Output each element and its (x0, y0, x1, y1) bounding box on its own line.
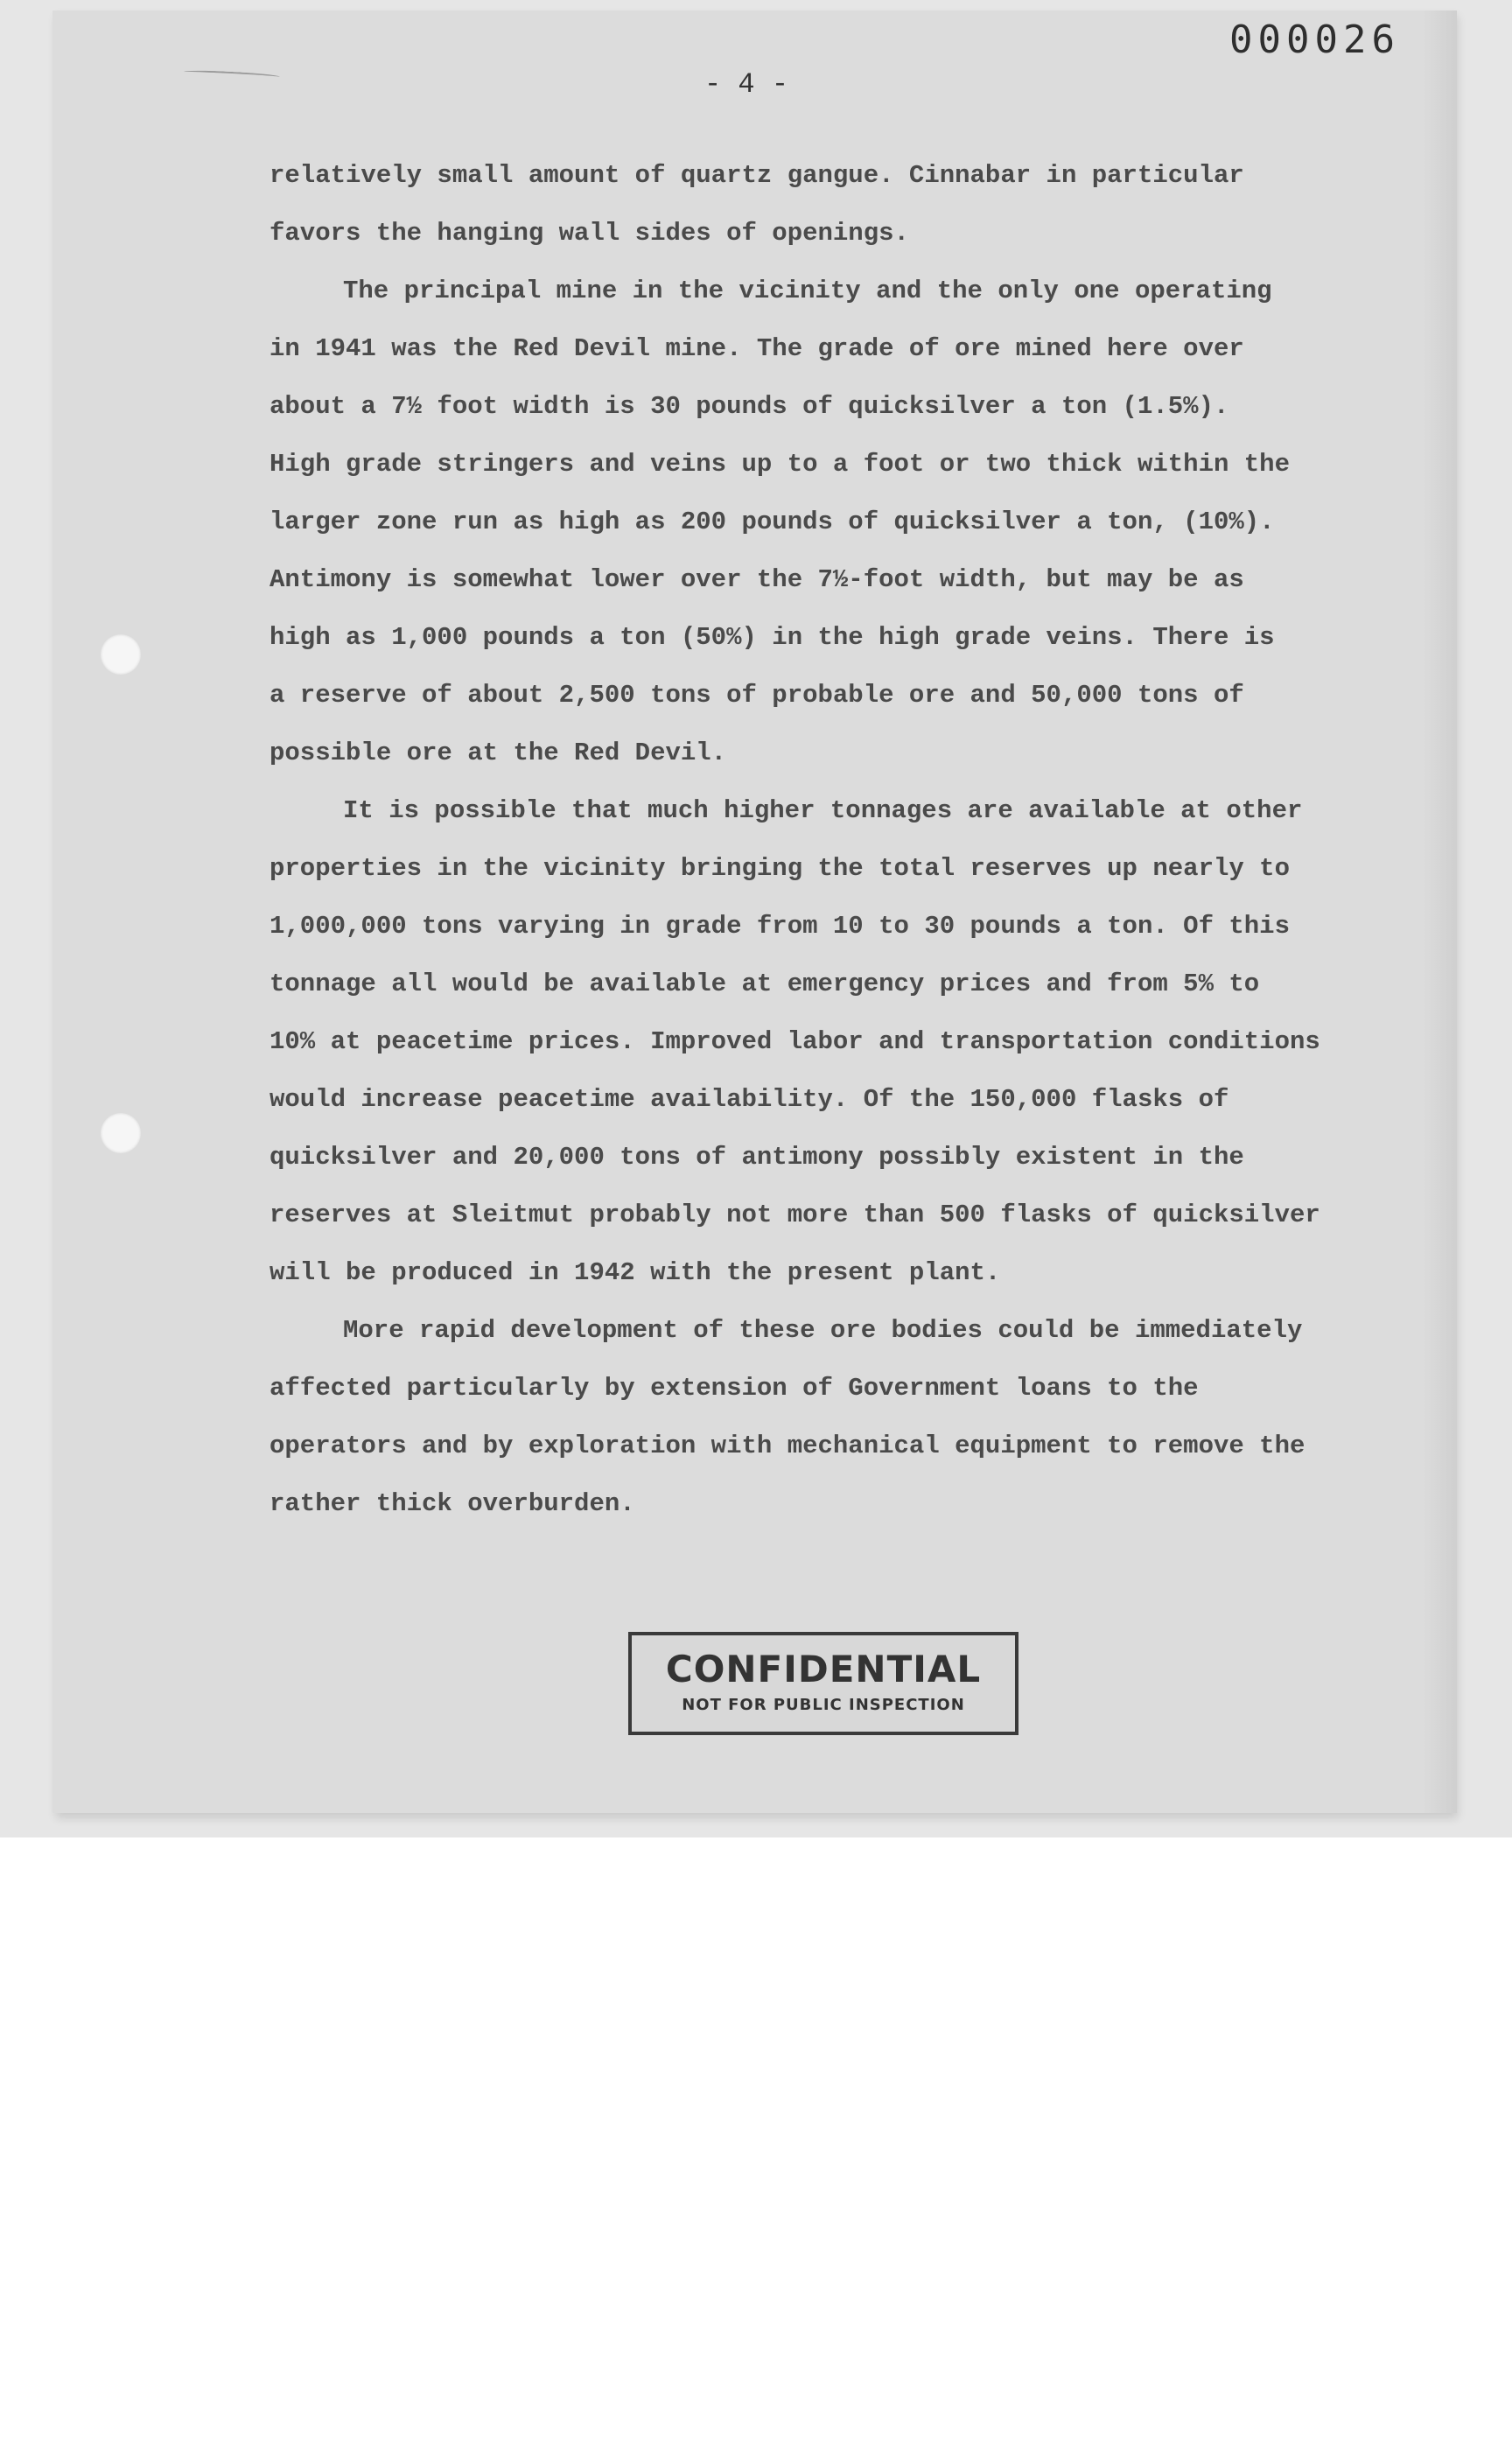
text-line: favors the hanging wall sides of openings. (270, 219, 909, 248)
punch-hole-icon (101, 1113, 141, 1153)
text-line: It is possible that much higher tonnages are available at other (343, 796, 1303, 825)
confidential-stamp (628, 1632, 1018, 1735)
document-number: 000026 (1229, 18, 1400, 62)
text-line: high as 1,000 pounds a ton (50%) in the high grade veins. There is (270, 623, 1275, 652)
paper-edge (1422, 10, 1457, 1813)
stamp-subtitle: NOT FOR PUBLIC INSPECTION (682, 1696, 965, 1714)
text-line: More rapid development of these ore bodies could be immediately (343, 1316, 1303, 1345)
text-line: properties in the vicinity bringing the total reserves up nearly to (270, 854, 1290, 883)
body-text (270, 147, 1320, 1533)
page-number: - 4 - (704, 68, 789, 101)
text-line: in 1941 was the Red Devil mine. The grade of ore mined here over (270, 334, 1244, 363)
text-line: 1,000,000 tons varying in grade from 10 to 30 pounds a ton. Of this (270, 912, 1290, 941)
stamp-title: CONFIDENTIAL (665, 1648, 982, 1690)
text-line: possible ore at the Red Devil. (270, 738, 727, 767)
text-line: relatively small amount of quartz gangue. Cinnabar in particular (270, 161, 1244, 190)
text-line: The principal mine in the vicinity and the only one operating (343, 276, 1272, 305)
text-line: would increase peacetime availability. Of the 150,000 flasks of (270, 1085, 1229, 1114)
text-line: will be produced in 1942 with the present plant. (270, 1258, 1001, 1287)
text-line: 10% at peacetime prices. Improved labor and transportation conditions (270, 1027, 1320, 1056)
text-line: High grade stringers and veins up to a foot or two thick within the (270, 450, 1290, 479)
punch-hole-icon (101, 634, 141, 675)
text-line: rather thick overburden. (270, 1489, 635, 1518)
text-line: affected particularly by extension of Government loans to the (270, 1374, 1199, 1403)
text-line: Antimony is somewhat lower over the 7½-foot width, but may be as (270, 565, 1244, 594)
text-line: a reserve of about 2,500 tons of probable ore and 50,000 tons of (270, 681, 1244, 710)
text-line: larger zone run as high as 200 pounds of quicksilver a ton, (10%). (270, 508, 1275, 536)
text-line: about a 7½ foot width is 30 pounds of quicksilver a ton (1.5%). (270, 392, 1229, 421)
text-line: reserves at Sleitmut probably not more than 500 flasks of quicksilver (270, 1200, 1320, 1229)
text-line: quicksilver and 20,000 tons of antimony possibly existent in the (270, 1143, 1244, 1172)
text-line: tonnage all would be available at emergency prices and from 5% to (270, 970, 1260, 998)
text-line: operators and by exploration with mechanical equipment to remove the (270, 1432, 1306, 1460)
